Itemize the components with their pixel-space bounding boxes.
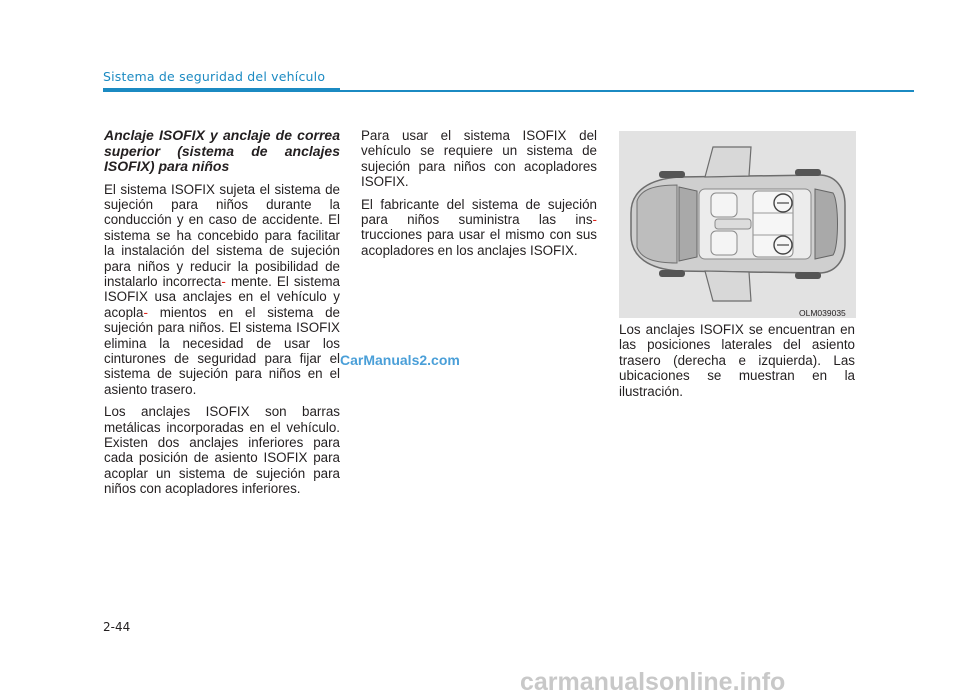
column-3 [619, 322, 855, 406]
footer-watermark: carmanualsonline.info [520, 668, 786, 696]
paragraph-manufacturer-part-2: trucciones para usar el mismo con sus acopladores en los anclajes ISOFIX. [361, 227, 597, 258]
paragraph-locations: Los anclajes ISOFIX se encuentran en las posiciones laterales del asiento trasero (derecha e izquierda). Las ubicaciones se muestran en la ilustración. [619, 322, 855, 399]
car-illustration [619, 131, 856, 318]
car-top-view-icon [619, 131, 856, 318]
hyphen-mark: - [143, 304, 148, 320]
header-rule-thick [103, 88, 340, 92]
hyphen-mark: - [221, 273, 226, 289]
hyphen-mark: - [592, 212, 597, 228]
section-title: Sistema de seguridad del vehículo [103, 69, 326, 84]
paragraph-anchors: Los anclajes ISOFIX son barras metálicas incorporadas en el vehículo. Existen dos anclajes inferiores para cada posición de asiento ISOFIX para acoplar un sistema de sujeción para niños con acopladores inferiores. [104, 404, 340, 497]
paragraph-intro [104, 182, 340, 398]
paragraph-intro-part-1: El sistema ISOFIX sujeta el sistema de sujeción para niños durante la conducción y en caso de accidente. El sistema se ha concebido para facilitar la instalación del sistema de sujeción para niños y reducir la posibilidad de instalarlo incorrecta [104, 181, 340, 289]
paragraph-manufacturer [361, 197, 597, 259]
column-1 [104, 128, 340, 504]
column-2 [361, 128, 597, 265]
paragraph-intro-part-2: mente. El sistema ISOFIX usa anclajes en el vehículo y acopla [104, 273, 340, 320]
paragraph-requirement: Para usar el sistema ISOFIX del vehículo se requiere un sistema de sujeción para niños con acopladores ISOFIX. [361, 128, 597, 190]
paragraph-intro-part-3: mientos en el sistema de sujeción para niños. El sistema ISOFIX elimina la necesidad de usar los cinturones de seguridad para fijar el sistema de sujeción para niños en el asiento trasero. [104, 304, 340, 397]
watermark-logo: CarManuals2.com [340, 352, 460, 368]
page-number: 2-44 [103, 620, 131, 634]
paragraph-manufacturer-part-1: El fabricante del sistema de sujeción para niños suministra las ins [361, 196, 597, 228]
header-rule-thin [340, 90, 914, 92]
section-heading: Anclaje ISOFIX y anclaje de correa superior (sistema de anclajes ISOFIX) para niños [104, 127, 340, 174]
figure-code: OLM039035 [799, 308, 846, 318]
